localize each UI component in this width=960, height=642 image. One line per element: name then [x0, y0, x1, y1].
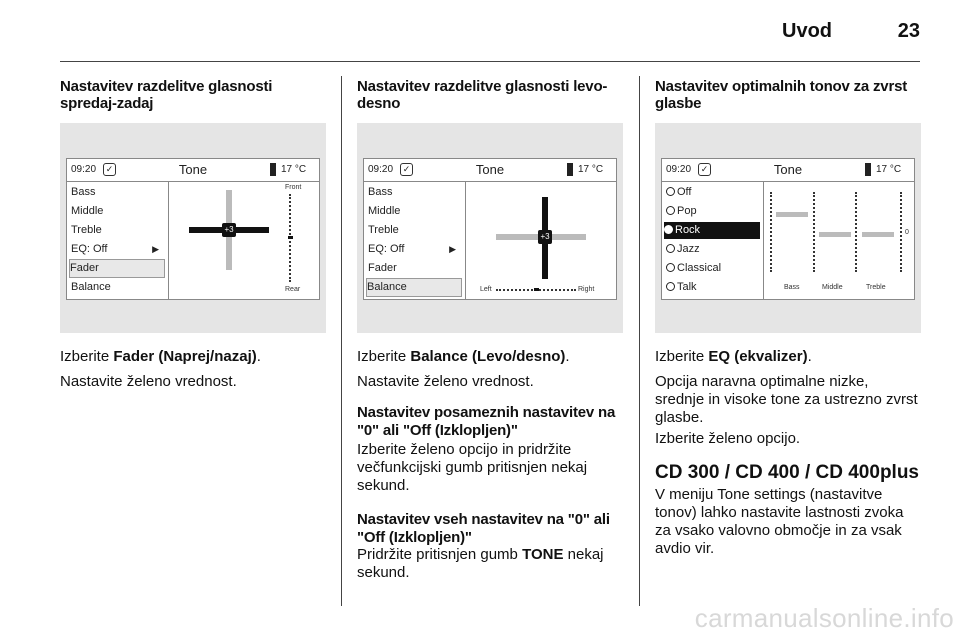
- radio-icon: [666, 206, 675, 215]
- radio-icon: [666, 263, 675, 272]
- clock: 09:20: [71, 164, 97, 175]
- subsection-text: Izberite želeno opcijo in pridržite večfunkcijski gumb pritisnjen nekaj sekund.: [357, 441, 588, 494]
- balance-marker: [534, 288, 539, 291]
- tone-screen: [66, 158, 320, 300]
- thermometer-icon: [270, 163, 276, 176]
- check-icon: ✓: [698, 163, 711, 176]
- eq-plot: [764, 182, 914, 299]
- menu-item-label: EQ: Off: [368, 243, 405, 255]
- middle-label: Middle: [822, 284, 843, 291]
- eq-option-rock[interactable]: [664, 222, 760, 239]
- menu-item-eq[interactable]: [368, 241, 462, 258]
- radio-icon: [666, 282, 675, 291]
- value-badge: +3: [222, 223, 236, 237]
- eq-option-jazz[interactable]: [666, 241, 760, 258]
- eq-menu: [662, 182, 764, 299]
- menu-item-fader[interactable]: Fader: [368, 262, 397, 274]
- screen-title: Tone: [178, 162, 208, 177]
- page-number: 23: [897, 20, 920, 42]
- menu-item-middle[interactable]: Middle: [368, 205, 401, 217]
- tone-menu: [67, 182, 169, 299]
- menu-item-eq[interactable]: [71, 241, 165, 258]
- menu-item-bass[interactable]: Bass: [368, 186, 393, 198]
- tone-menu: [364, 182, 466, 299]
- eq-option-label: Classical: [677, 262, 722, 274]
- instruction-text: Izberite želeno opcijo.: [655, 430, 801, 447]
- thermometer-icon: [567, 163, 573, 176]
- tone-screen: [363, 158, 617, 300]
- balance-figure: [357, 123, 623, 333]
- radio-icon: [666, 187, 675, 196]
- front-label: Front: [285, 184, 302, 191]
- eq-scale: [770, 192, 774, 272]
- radio-selected-icon: [664, 225, 673, 234]
- section-heading: Nastavitev optimalnih tonov za zvrst glasbe: [655, 78, 908, 112]
- zero-label: 0: [905, 229, 909, 236]
- screen-title: Tone: [773, 162, 803, 177]
- bass-label: Bass: [784, 284, 800, 291]
- eq-option-label: Off: [677, 186, 692, 198]
- temperature: 17 °C: [281, 164, 307, 175]
- eq-option-pop[interactable]: [666, 203, 760, 220]
- eq-option-label: Jazz: [677, 243, 700, 255]
- fader-figure: [60, 123, 326, 333]
- eq-option-label: Talk: [677, 281, 697, 293]
- select-instruction: Izberite Balance (Levo/desno).: [357, 348, 570, 365]
- menu-item-bass[interactable]: Bass: [71, 186, 96, 198]
- subsection-heading: Nastavitev vseh nastavitev na "0" ali "Off (Izklopljen)": [357, 511, 610, 546]
- screen-title: Tone: [475, 162, 505, 177]
- status-bar: [67, 159, 319, 182]
- clock: 09:20: [368, 164, 394, 175]
- chapter-title: Uvod: [782, 20, 832, 42]
- menu-item-treble[interactable]: Treble: [71, 224, 102, 236]
- tone-screen: [661, 158, 915, 300]
- fader-marker: [288, 236, 293, 239]
- eq-scale: [900, 192, 904, 272]
- menu-item-balance[interactable]: Balance: [71, 281, 111, 293]
- eq-scale: [855, 192, 859, 272]
- select-instruction: Izberite Fader (Naprej/nazaj).: [60, 348, 261, 365]
- middle-level: [819, 232, 851, 237]
- eq-option-talk[interactable]: [666, 279, 760, 296]
- balance-plot: [466, 182, 616, 299]
- chevron-right-icon: ▶: [449, 244, 456, 254]
- section-heading: Nastavitev razdelitve glasnosti spredaj-zadaj: [60, 78, 273, 112]
- treble-label: Treble: [866, 284, 886, 291]
- right-label: Right: [578, 286, 595, 293]
- temperature: 17 °C: [578, 164, 604, 175]
- cd-text: V meniju Tone settings (nastavitve tonov) lahko nastavite lastnosti zvoka za vsako valovno območje in za vsak avdio vir.: [655, 486, 904, 557]
- eq-figure: [655, 123, 921, 333]
- rear-label: Rear: [285, 286, 301, 293]
- menu-item-middle[interactable]: Middle: [71, 205, 104, 217]
- fader-plot: [169, 182, 319, 299]
- watermark: carmanualsonline.info: [694, 603, 954, 633]
- subsection-heading: Nastavitev posameznih nastavitev na "0" ali "Off (Izklopljen)": [357, 404, 616, 439]
- clock: 09:20: [666, 164, 692, 175]
- eq-scale: [813, 192, 817, 272]
- menu-item-fader[interactable]: Fader: [69, 259, 165, 278]
- description-text: Opcija naravna optimalne nizke, srednje in visoke tone za ustrezno zvrst glasbe.: [655, 373, 918, 426]
- status-bar: [364, 159, 616, 182]
- temperature: 17 °C: [876, 164, 902, 175]
- subsection-text: Pridržite pritisnjen gumb TONE nekaj sekund.: [357, 546, 604, 581]
- column-divider: [341, 76, 342, 606]
- cd-heading: CD 300 / CD 400 / CD 400plus: [655, 462, 919, 483]
- page-header: [0, 0, 960, 62]
- select-instruction: Izberite EQ (ekvalizer).: [655, 348, 812, 365]
- instruction-text: Nastavite želeno vrednost.: [357, 373, 534, 390]
- thermometer-icon: [865, 163, 871, 176]
- menu-item-label: EQ: Off: [71, 243, 108, 255]
- check-icon: ✓: [400, 163, 413, 176]
- eq-option-label: Pop: [677, 205, 697, 217]
- column-divider: [639, 76, 640, 606]
- menu-item-treble[interactable]: Treble: [368, 224, 399, 236]
- header-rule: [60, 61, 920, 62]
- radio-icon: [666, 244, 675, 253]
- treble-level: [862, 232, 894, 237]
- check-icon: ✓: [103, 163, 116, 176]
- left-label: Left: [480, 286, 492, 293]
- eq-option-off[interactable]: [666, 184, 760, 201]
- status-bar: [662, 159, 914, 182]
- section-heading: Nastavitev razdelitve glasnosti levo-desno: [357, 78, 608, 112]
- chevron-right-icon: ▶: [152, 244, 159, 254]
- instruction-text: Nastavite želeno vrednost.: [60, 373, 237, 390]
- eq-option-label: Rock: [675, 224, 701, 236]
- bass-level: [776, 212, 808, 217]
- eq-option-classical[interactable]: [666, 260, 760, 277]
- value-badge: +3: [538, 230, 552, 244]
- menu-item-balance[interactable]: Balance: [366, 278, 462, 297]
